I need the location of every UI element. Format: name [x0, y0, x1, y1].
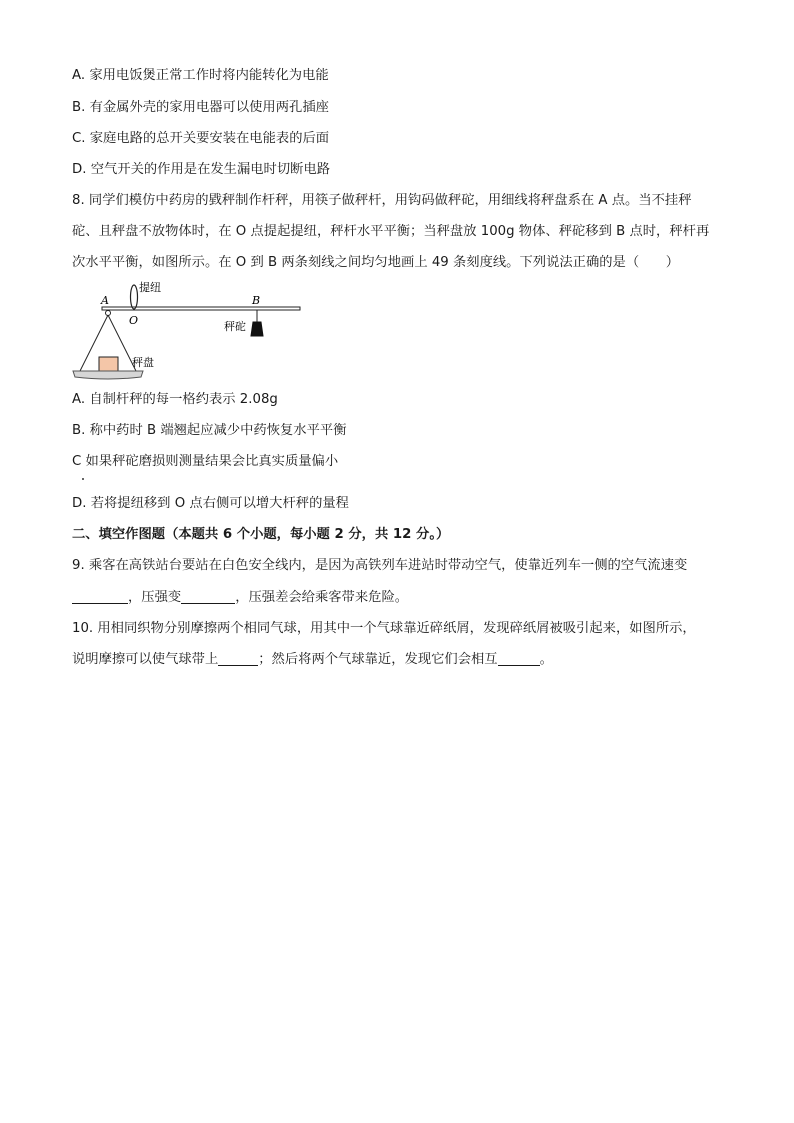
q10-line-2 — [72, 650, 553, 670]
label-b: B — [252, 294, 261, 307]
q9-line-2 — [72, 588, 408, 608]
weighed-object — [99, 357, 118, 371]
q10-blank-2[interactable] — [498, 651, 540, 666]
q9-text-3: ，压强差会给乘客带来危险。 — [235, 590, 409, 605]
section-2-heading: 二、填空作图题（本题共 6 个小题，每小题 2 分，共 12 分。） — [72, 527, 450, 542]
q9-text-2: ，压强变 — [128, 590, 182, 605]
q10-blank-1[interactable] — [218, 651, 258, 666]
label-o: O — [129, 314, 139, 327]
lifting-loop — [131, 285, 138, 309]
q7-option-c: C. 家庭电路的总开关要安装在电能表的后面 — [72, 131, 330, 146]
label-a: A — [101, 294, 109, 307]
label-chengpan: 秤盘 — [132, 356, 154, 369]
q10-line-1: 10. 用相同织物分别摩擦两个相同气球，用其中一个气球靠近碎纸屑，发现碎纸屑被吸引起来，如图所示， — [72, 621, 696, 636]
counterweight — [251, 322, 263, 336]
q10-text-2: ；然后将两个气球靠近，发现它们会相互 — [258, 652, 498, 667]
q7-option-a: A. 家用电饭煲正常工作时将内能转化为电能 — [72, 68, 329, 83]
q10-text-3: 。 — [539, 652, 553, 667]
steelyard-figure — [66, 280, 306, 384]
q8-stem-line-3: 次水平平衡，如图所示。在 O 到 B 两条刻线之间均匀地画上 49 条刻度线。下列说法正确的是（ ） — [72, 255, 680, 270]
q8-stem-line-1: 8. 同学们模仿中药房的戥秤制作杆秤，用筷子做秤杆，用钩码做秤砣，用细线将秤盘系在 A 点。当不挂秤 — [72, 193, 692, 208]
q7-option-b: B. 有金属外壳的家用电器可以使用两孔插座 — [72, 100, 329, 115]
q8-stem-line-2: 砣、且秤盘不放物体时，在 O 点提起提纽，秤杆水平平衡；当秤盘放 100g 物体、秤砣移到 B 点时，秤杆再 — [72, 224, 710, 239]
q9-blank-1[interactable] — [72, 589, 128, 604]
q8-option-b: B. 称中药时 B 端翘起应减少中药恢复水平平衡 — [72, 423, 347, 438]
label-tiniu: 提纽 — [139, 281, 161, 294]
q10-text-1: 说明摩擦可以使气球带上 — [72, 652, 219, 667]
q9-line-1: 9. 乘客在高铁站台要站在白色安全线内，是因为高铁列车进站时带动空气，使靠近列车一侧的空气流速变 — [72, 558, 688, 573]
scale-tray — [73, 371, 143, 379]
q8-option-a: A. 自制杆秤的每一格约表示 2.08g — [72, 392, 278, 407]
stray-dot — [82, 478, 84, 480]
q8-option-c: C 如果秤砣磨损则测量结果会比真实质量偏小 — [72, 454, 339, 469]
q9-blank-2[interactable] — [181, 589, 235, 604]
q8-option-d: D. 若将提纽移到 O 点右侧可以增大杆秤的量程 — [72, 496, 349, 511]
hook-point-a — [106, 311, 111, 316]
label-chengtuo: 秤砣 — [224, 320, 246, 333]
q7-option-d: D. 空气开关的作用是在发生漏电时切断电路 — [72, 162, 331, 177]
